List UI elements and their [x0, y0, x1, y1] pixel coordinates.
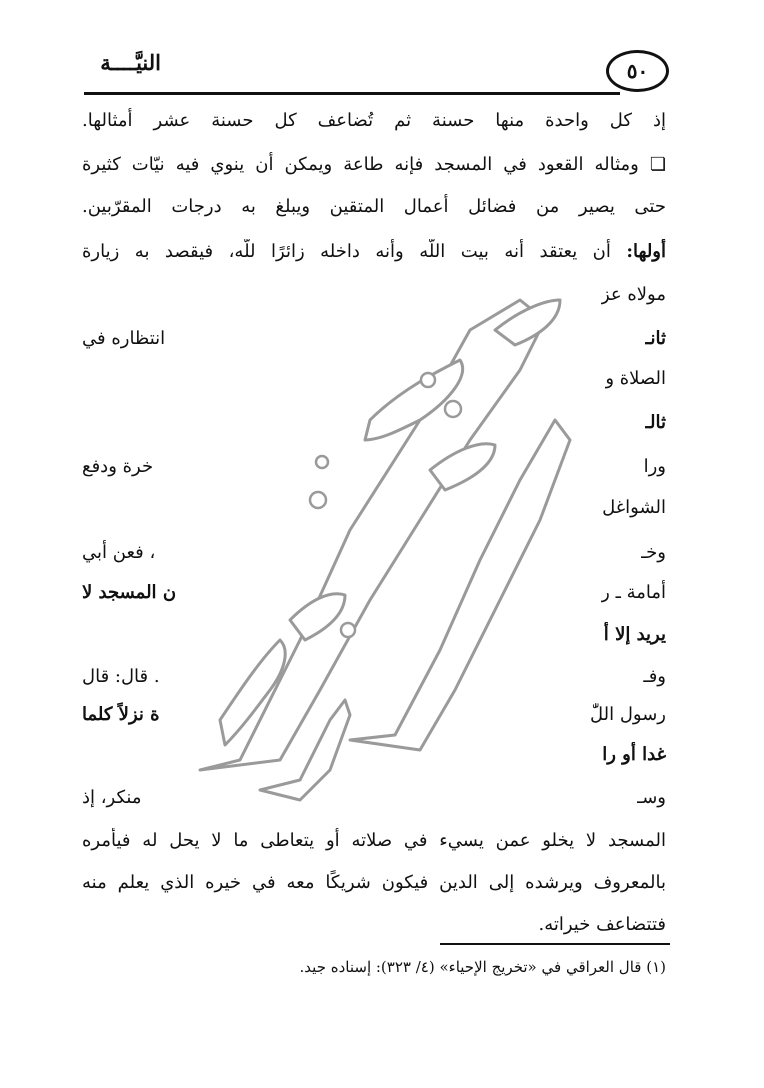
watermark-dot-3	[421, 373, 435, 387]
watermark-dot-4	[316, 456, 328, 468]
text-line-2: ❏ ومثاله القعود في المسجد فإنه طاعة ويمكن أن ينوي فيه نيّات كثيرة	[82, 154, 666, 175]
text-line-7-start: الصلاة و	[605, 368, 666, 389]
text-line-3: حتى يصير من فضائل أعمال المتقين ويبلغ به درجات المقرّبين.	[82, 196, 666, 217]
text-line-12-start: أمامة ـ ر	[601, 582, 666, 603]
text-line-14-end: . قال: قال	[82, 666, 160, 687]
watermark-stroke-2	[350, 420, 570, 750]
text-line-19: بالمعروف ويرشده إلى الدين فيكون شريكًا معه في خيره الذي يعلم منه	[82, 872, 666, 893]
text-line-15-start: رسول اللّٰ	[590, 704, 666, 725]
text-line-20: فتتضاعف خيراته.	[538, 914, 666, 935]
text-line-13-start: يريد إلا أ	[603, 624, 666, 645]
watermark-stroke-7	[430, 444, 495, 490]
text-line-18: المسجد لا يخلو عمن يسيء في صلاته أو يتعاطى ما لا يحل له فيأمره	[82, 830, 666, 851]
watermark-stroke-1	[200, 300, 545, 770]
text-line-6-start: ثانـ	[645, 328, 666, 349]
text-line-12-end: ن المسجد لا	[82, 582, 177, 603]
page-number: ٥٠	[606, 50, 669, 92]
text-line-8-start: ثالـ	[644, 412, 666, 433]
watermark-stroke-5	[290, 594, 345, 640]
footnote-separator	[440, 943, 670, 945]
watermark-stroke-3	[260, 700, 350, 800]
point-one-label: أولها:	[626, 241, 666, 262]
text-line-9-start: ورا	[643, 456, 666, 477]
running-header-title: النيَّــــة	[100, 50, 161, 75]
watermark-stroke-6	[365, 360, 463, 440]
watermark-dot-1	[310, 492, 326, 508]
text-line-5: مولاه عز	[600, 284, 666, 305]
text-line-9-end: ٔخرة ودفع	[82, 456, 154, 477]
text-line-6-end: انتظاره في	[82, 328, 166, 349]
watermark-dot-2	[445, 401, 461, 417]
text-line-10-start: الشواغل	[602, 497, 666, 518]
text-line-11-start: وخـ	[640, 542, 666, 563]
text-line-4	[82, 239, 666, 265]
text-line-11-end: ، فعن أبي	[82, 542, 156, 563]
text-line-14-start: وفـ	[643, 666, 666, 687]
watermark-stroke-8	[495, 300, 560, 345]
watermark-stroke-4	[220, 640, 285, 745]
point-one-text: أن يعتقد أنه بيت اللَّه وأنه داخله زائرًا للَّه، فيقصد به زيارة	[82, 241, 627, 262]
text-line-15-end: ة نزلاً كلما	[82, 704, 160, 725]
text-line-16-start: غدا أو را	[602, 744, 666, 765]
header-rule	[84, 92, 620, 95]
watermark-dot-5	[341, 623, 355, 637]
text-line-17-start: وسـ	[636, 787, 666, 808]
text-line-17-end: منكر، إذ	[82, 787, 142, 808]
footnote-text: (١) قال العراقي في «تخريج الإحياء» (٤/ ٣٢٣): إسناده جيد.	[299, 958, 666, 976]
text-line-1: إذ كل واحدة منها حسنة ثم تُضاعف كل حسنة عشر أمثالها.	[82, 110, 666, 131]
